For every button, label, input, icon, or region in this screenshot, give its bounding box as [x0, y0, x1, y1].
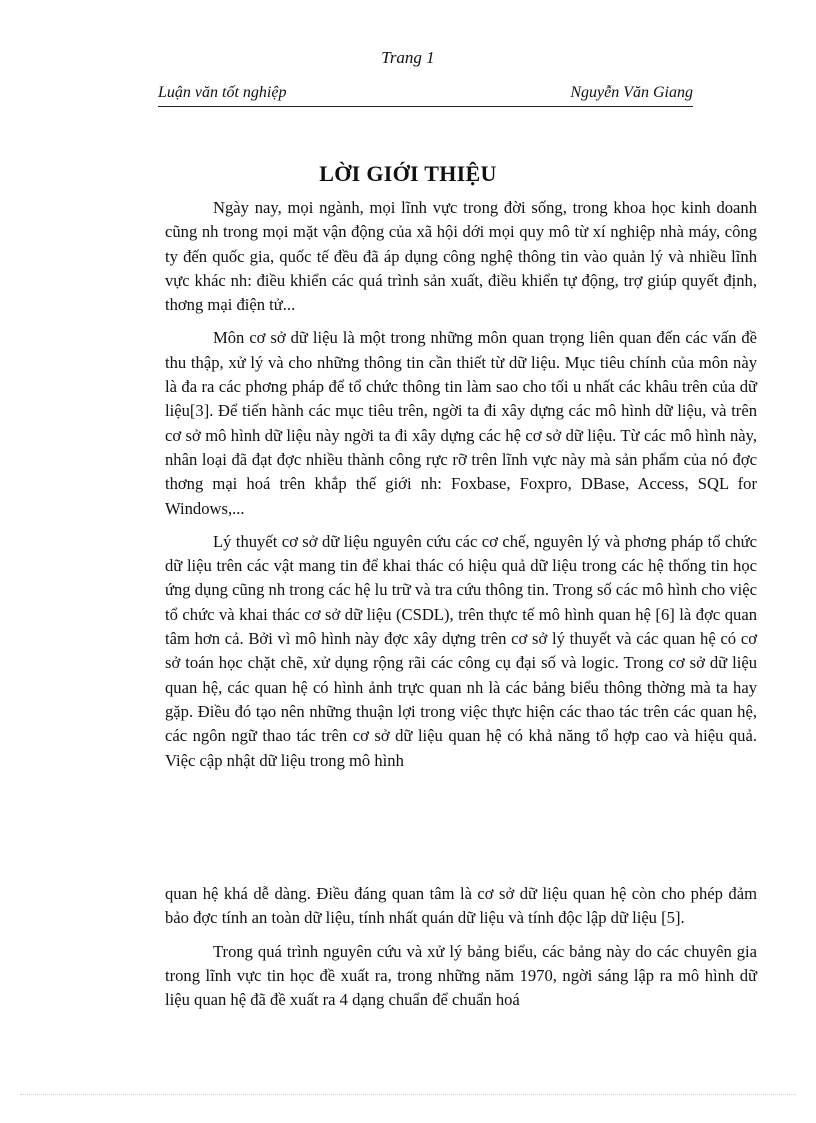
- header-thesis-label: Luận văn tốt nghiệp: [158, 84, 287, 101]
- running-header: [158, 84, 693, 107]
- header-author: Nguyễn Văn Giang: [570, 84, 693, 101]
- paragraph-database-theory: Lý thuyết cơ sở dữ liệu nguyên cứu các cơ chế, nguyên lý và phơng pháp tổ chức dữ liệu trên các vật mang tin để khai thác có hiệu quả dữ liệu trong các hệ thống tin học ứng dụng cũng nh trong các hệ lu trữ và tra cứu thông tin. Trong số các mô hình cho việc tổ chức và khai thác cơ sở dữ liệu (CSDL), trên thực tế mô hình quan hệ [6] là đợc quan tâm hơn cả. Bởi vì mô hình này đợc xây dựng trên cơ sở lý thuyết và các quan hệ có cơ sở toán học chặt chẽ, xử dụng rộng rãi các công cụ đại số và logic. Trong cơ sở dữ liệu quan hệ, các quan hệ có hình ảnh trực quan nh là các bảng biểu thông thờng mà ta hay gặp. Điều đó tạo nên những thuận lợi trong việc thực hiện các thao tác trên các quan hệ, các ngôn ngữ thao tác trên cơ sở dữ liệu quan hệ có khả năng tổ hợp cao và hiệu quả. Việc cập nhật dữ liệu trong mô hình: [165, 531, 757, 770]
- paragraph-intro: Ngày nay, mọi ngành, mọi lĩnh vực trong đời sống, trong khoa học kinh doanh cũng nh trong mọi mặt vận động của xã hội dới mọi quy mô từ xí nghiệp nhà máy, công ty đến quốc gia, quốc tế đều đã áp dụng công nghệ thông tin vào quản lý và nhiều lĩnh vực khác nh: điều khiển các quá trình sản xuất, điều khiển tự động, trợ giúp quyết định, thơng mại điện tử...: [165, 198, 757, 315]
- paragraph-normalization: Trong quá trình nguyên cứu và xử lý bảng biểu, các bảng này do các chuyên gia trong lĩnh vực tin học đề xuất ra, trong những năm 1970, ngời sáng lập ra mô hình dữ liệu quan hệ đã đề xuất ra 4 dạng chuẩn để chuẩn hoá: [165, 941, 757, 1010]
- footer-divider: [20, 1094, 796, 1095]
- section-title: LỜI GIỚI THIỆU: [319, 161, 497, 186]
- paragraph-database-course: Môn cơ sở dữ liệu là một trong những môn quan trọng liên quan đến các vấn đề thu thập, xử lý và cho những thông tin cần thiết từ dữ liệu. Mục tiêu chính của môn này là đa ra các phơng pháp để tổ chức thông tin làm sao cho tối u nhất các khâu trên của dữ liệu[3]. Để tiến hành các mục tiêu trên, ngời ta đi xây dựng các mô hình dữ liệu, và trên cơ sở mô hình dữ liệu này ngời ta đi xây dựng các hệ cơ sở dữ liệu. Từ các mô hình này, nhân loại đã đạt đợc nhiều thành công rực rỡ trên lĩnh vực này mà sản phẩm của nó đợc thơng mại hoá trên khắp thế giới nh: Foxbase, Foxpro, DBase, Access, SQL for Windows,...: [165, 328, 757, 518]
- page-number: Trang 1: [381, 48, 435, 67]
- body-text-upper: [165, 196, 757, 782]
- paragraph-continuation: quan hệ khá dễ dàng. Điều đáng quan tâm là cơ sở dữ liệu quan hệ còn cho phép đảm bảo đợc tính an toàn dữ liệu, tính nhất quán dữ liệu và tính độc lập dữ liệu [5].: [165, 884, 757, 928]
- body-text-lower: [165, 882, 757, 1021]
